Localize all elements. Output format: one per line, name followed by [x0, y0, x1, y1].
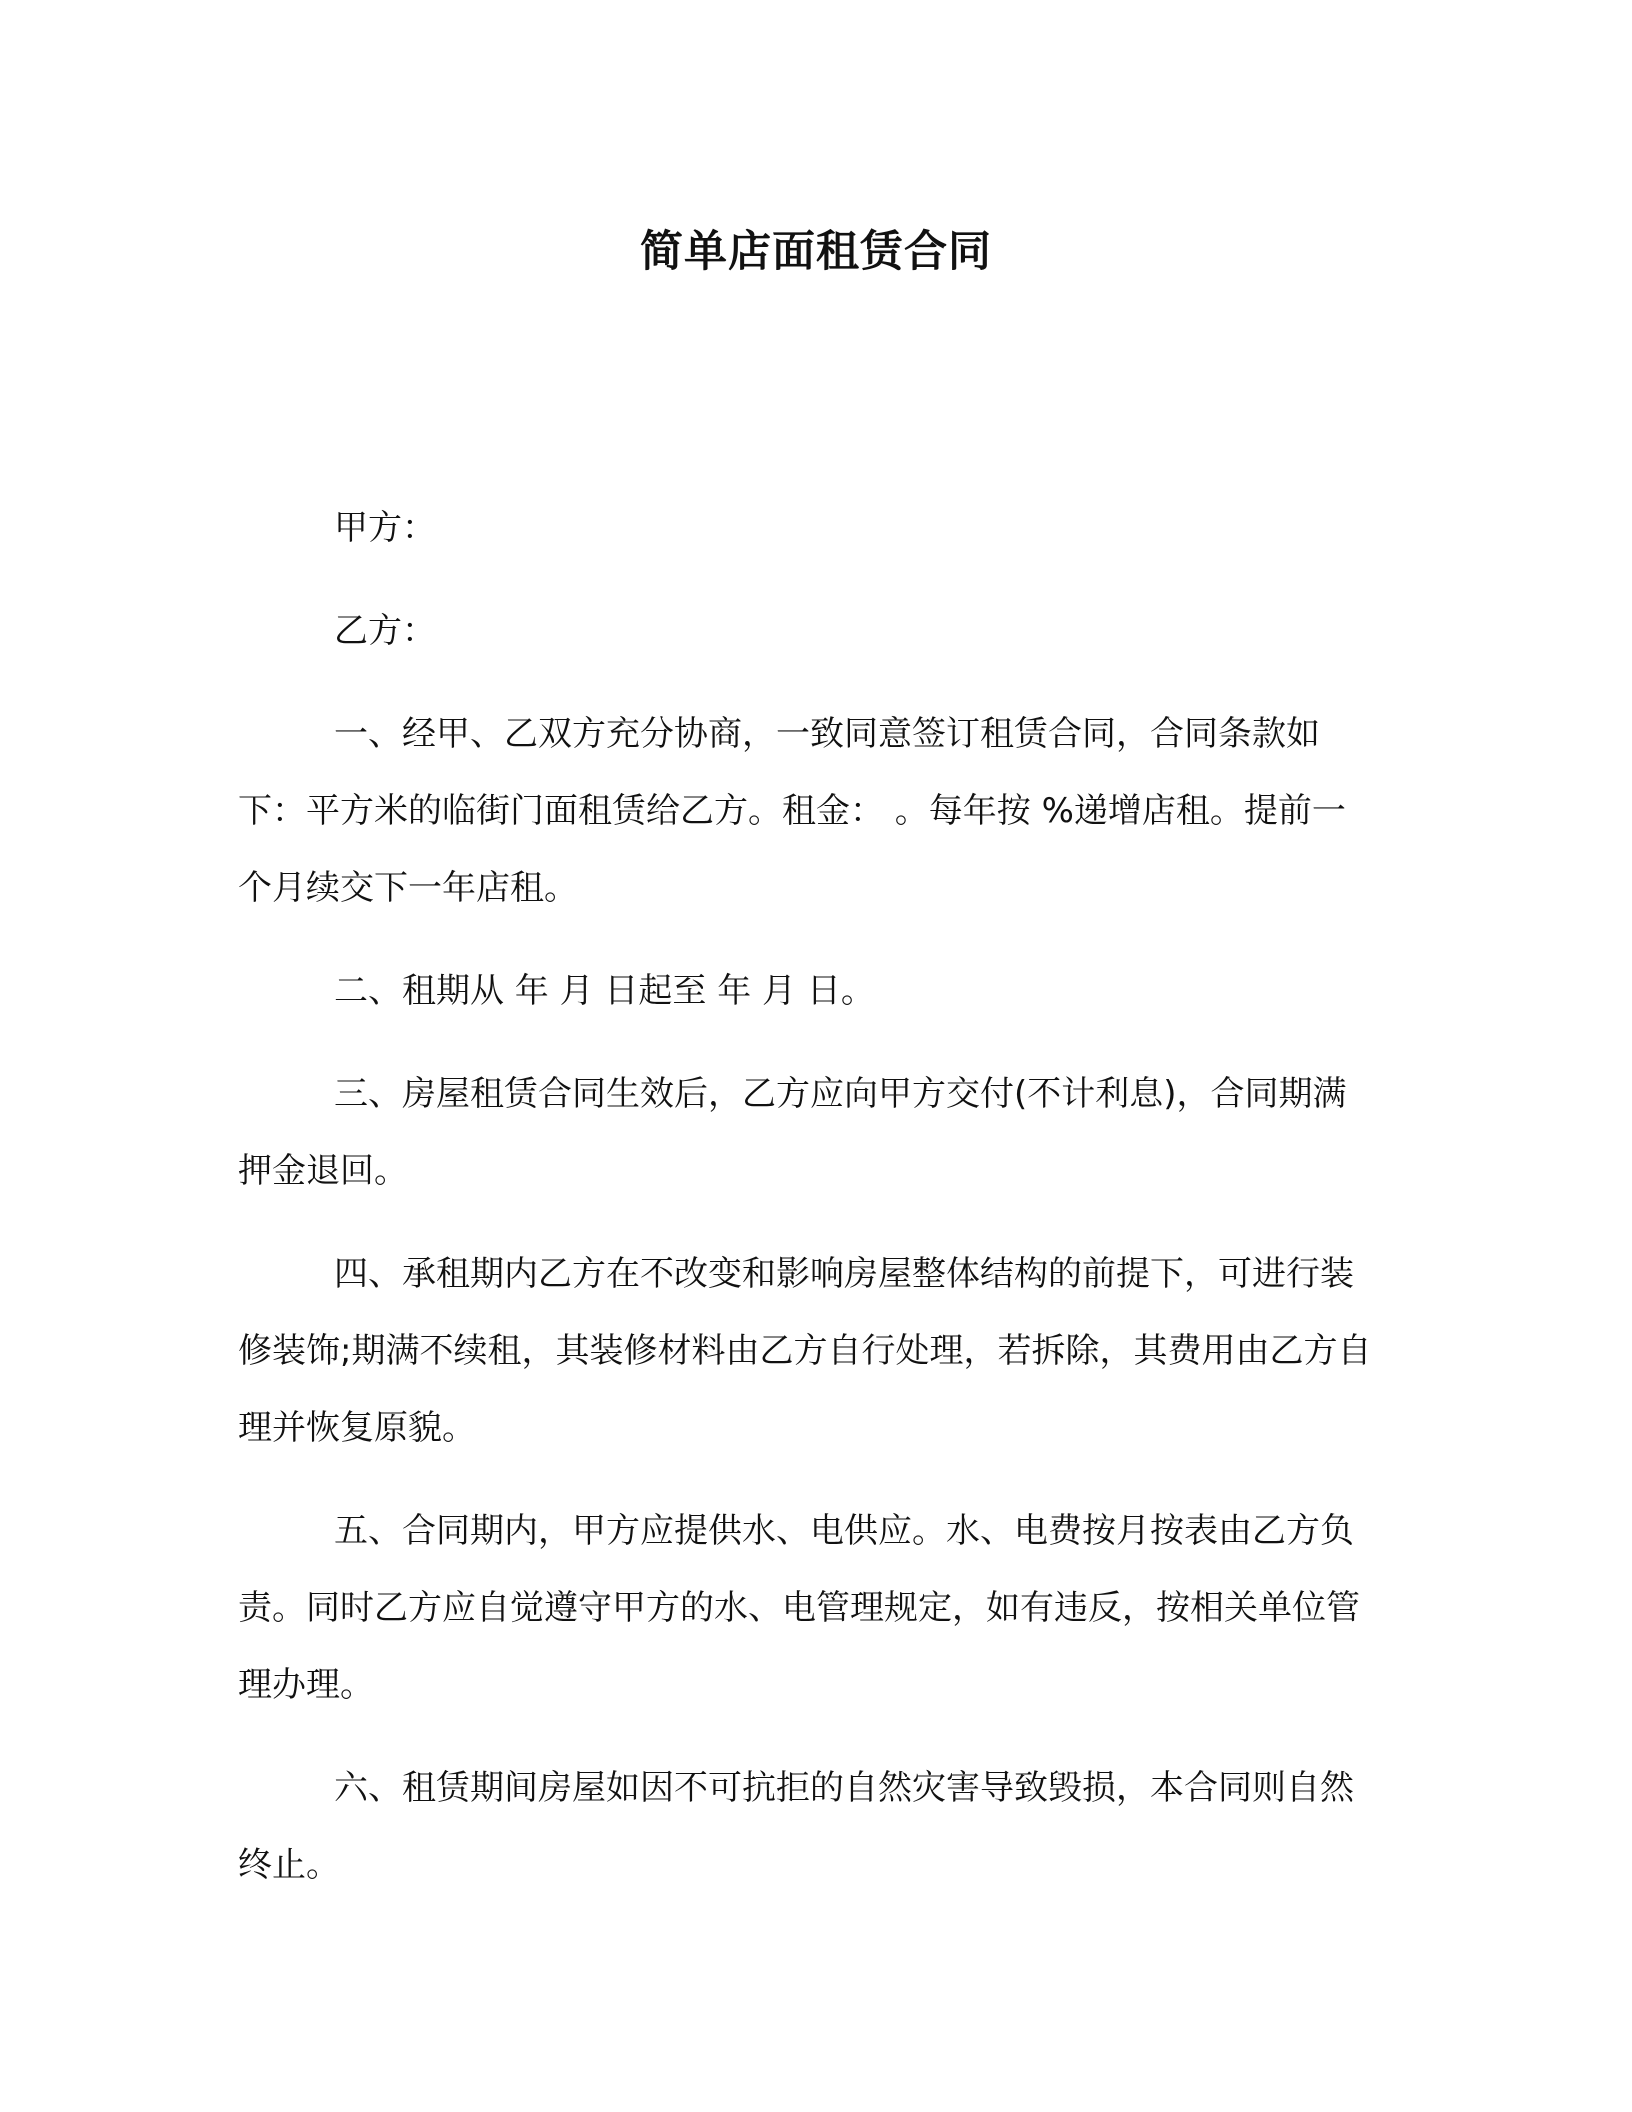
clause-2: 二、租期从 年 月 日起至 年 月 日。 — [334, 971, 875, 1011]
clause-1: 一、经甲、乙双方充分协商，一致同意签订租赁合同，合同条款如下：平方米的临街门面租赁给乙方。租金： 。每年按 %递增店租。提前一个月续交下一年店租。 — [238, 714, 1346, 908]
clause-3: 三、房屋租赁合同生效后，乙方应向甲方交付(不计利息)，合同期满押金退回。 — [238, 1074, 1347, 1191]
clause-6: 六、租赁期间房屋如因不可抗拒的自然灾害导致毁损，本合同则自然终止。 — [238, 1768, 1354, 1885]
clause-4: 四、承租期内乙方在不改变和影响房屋整体结构的前提下，可进行装修装饰;期满不续租，其装修材料由乙方自行处理，若拆除，其费用由乙方自理并恢复原貌。 — [238, 1254, 1372, 1448]
document-title: 简单店面租赁合同 — [640, 227, 992, 277]
clause-5: 五、合同期内，甲方应提供水、电供应。水、电费按月按表由乙方负责。同时乙方应自觉遵守甲方的水、电管理规定，如有违反，按相关单位管理办理。 — [238, 1511, 1360, 1705]
party-a-label: 甲方： — [334, 508, 436, 548]
party-b-label: 乙方： — [334, 611, 436, 651]
document-body — [238, 490, 1378, 1930]
